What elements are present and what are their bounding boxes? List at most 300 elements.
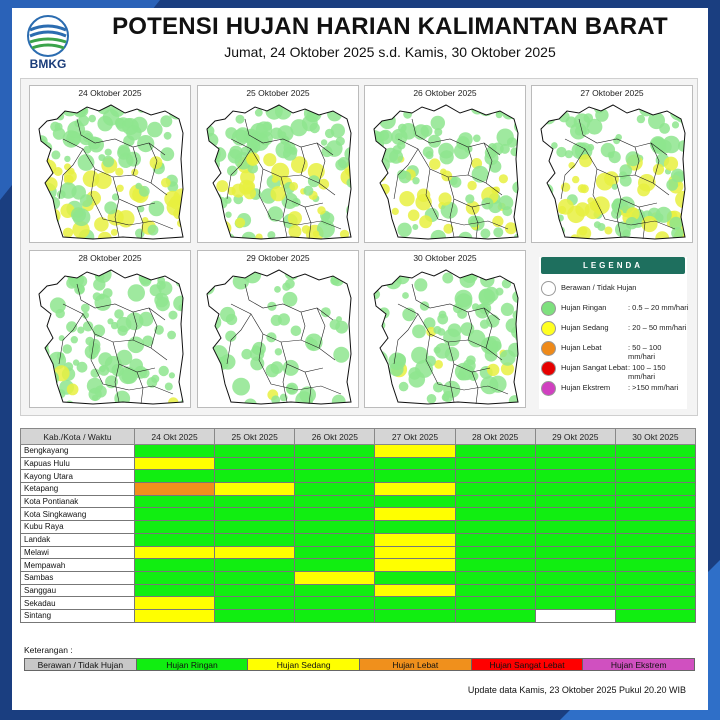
rain-patch — [285, 266, 300, 281]
map-date-label: 24 Oktober 2025 — [78, 88, 142, 98]
forecast-cell — [375, 445, 455, 458]
rain-patch — [431, 116, 445, 130]
rain-patch — [241, 349, 252, 360]
rain-patch — [500, 350, 516, 366]
rain-patch — [457, 309, 467, 319]
rain-patch — [515, 210, 522, 224]
page-subtitle: Jumat, 24 Oktober 2025 s.d. Kamis, 30 Oktober 2025 — [224, 44, 556, 60]
forecast-cell — [615, 559, 695, 572]
rain-patch — [40, 169, 49, 178]
rain-patch — [33, 229, 42, 241]
forecast-cell — [295, 495, 375, 508]
rain-patch — [465, 194, 474, 203]
update-timestamp: Update data Kamis, 23 Oktober 2025 Pukul 20.20 WIB — [467, 685, 686, 695]
forecast-cell — [295, 597, 375, 610]
bmkg-logo — [22, 14, 74, 74]
rain-map — [201, 99, 355, 240]
rain-patch — [419, 215, 432, 228]
rain-patch — [168, 397, 178, 405]
rain-patch — [438, 328, 446, 336]
rain-patch — [443, 329, 461, 347]
rain-patch — [669, 217, 682, 230]
rain-patch — [458, 232, 472, 240]
rain-patch — [33, 202, 40, 213]
forecast-cell — [375, 546, 455, 559]
rain-patch — [38, 400, 46, 405]
rain-patch — [556, 147, 566, 157]
rain-map — [33, 99, 187, 240]
rain-patch — [412, 177, 419, 184]
rain-patch — [492, 341, 502, 351]
column-header: 28 Okt 2025 — [455, 429, 535, 445]
rain-patch — [397, 223, 411, 237]
rain-patch — [161, 178, 171, 188]
region-name: Sintang — [21, 609, 135, 622]
rain-map — [33, 264, 187, 405]
table-row — [21, 483, 696, 496]
rain-patch — [479, 289, 494, 304]
forecast-cell — [615, 495, 695, 508]
forecast-cell — [375, 559, 455, 572]
legend-title: LEGENDA — [541, 257, 685, 274]
forecast-cell — [375, 521, 455, 534]
forecast-cell — [215, 559, 295, 572]
rain-patch — [94, 217, 109, 232]
rain-patch — [37, 207, 46, 216]
rain-patch — [450, 177, 461, 188]
map-date-label: 29 Oktober 2025 — [246, 253, 310, 263]
legend-item — [541, 361, 689, 381]
forecast-cell — [135, 584, 215, 597]
forecast-cell — [135, 457, 215, 470]
map-day-7 — [364, 250, 526, 408]
rain-patch — [232, 129, 248, 145]
rain-patch — [664, 157, 678, 171]
forecast-cell — [455, 584, 535, 597]
rain-patch — [290, 119, 307, 136]
rain-patch — [220, 307, 235, 322]
rain-patch — [67, 384, 79, 396]
legend-swatch — [541, 301, 556, 316]
rain-patch — [128, 284, 145, 301]
rain-patch — [69, 272, 84, 287]
rain-patch — [433, 382, 444, 393]
region-name: Melawi — [21, 546, 135, 559]
rain-patch — [88, 137, 101, 150]
rain-patch — [507, 137, 517, 147]
rain-patch — [169, 105, 179, 115]
rain-patch — [128, 337, 145, 354]
rain-patch — [89, 343, 101, 355]
rain-patch — [45, 392, 62, 405]
forecast-cell — [375, 508, 455, 521]
rain-patch — [289, 225, 302, 238]
map-date-label: 28 Oktober 2025 — [78, 253, 142, 263]
rain-patch — [387, 104, 394, 111]
forecast-cell — [535, 445, 615, 458]
forecast-cell — [455, 533, 535, 546]
rain-patch — [402, 292, 409, 299]
rain-patch — [499, 195, 514, 210]
rain-patch — [149, 201, 165, 217]
page-title: POTENSI HUJAN HARIAN KALIMANTAN BARAT — [112, 13, 668, 40]
rain-patch — [205, 314, 221, 330]
forecast-cell — [535, 584, 615, 597]
rain-patch — [283, 292, 298, 307]
rain-patch — [368, 201, 384, 217]
rain-patch — [77, 327, 84, 334]
legend-swatch — [541, 361, 556, 376]
forecast-cell — [215, 508, 295, 521]
rain-patch — [272, 176, 278, 182]
rain-patch — [368, 118, 374, 126]
forecast-cell — [295, 533, 375, 546]
rain-patch — [578, 184, 587, 193]
rain-patch — [429, 158, 440, 169]
rain-patch — [412, 224, 418, 230]
column-header: 26 Okt 2025 — [295, 429, 375, 445]
rain-patch — [225, 212, 231, 218]
rain-patch — [480, 376, 498, 394]
rain-patch — [656, 207, 672, 223]
rain-patch — [509, 395, 521, 405]
rain-map — [535, 99, 689, 240]
rain-patch — [164, 132, 172, 140]
rain-patch — [117, 326, 127, 336]
rain-patch — [594, 103, 604, 113]
legend-item — [541, 321, 689, 337]
map-day-4 — [531, 85, 693, 243]
rain-patch — [33, 388, 41, 398]
forecast-cell — [375, 457, 455, 470]
rain-patch — [268, 206, 283, 221]
rain-patch — [97, 101, 110, 114]
forecast-cell — [455, 457, 535, 470]
rain-patch — [201, 193, 208, 202]
rain-patch — [480, 229, 490, 239]
rain-patch — [333, 347, 349, 363]
forecast-cell — [135, 559, 215, 572]
forecast-cell — [615, 584, 695, 597]
rain-patch — [119, 367, 137, 385]
rain-patch — [114, 309, 124, 319]
rain-patch — [385, 231, 392, 238]
legend-label: Berawan / Tidak Hujan — [561, 283, 637, 292]
legend-swatch — [541, 321, 556, 336]
forecast-cell — [295, 559, 375, 572]
forecast-cell — [295, 445, 375, 458]
column-header: 25 Okt 2025 — [215, 429, 295, 445]
rain-patch — [92, 395, 98, 401]
rain-patch — [335, 321, 348, 334]
rain-patch — [271, 186, 286, 201]
forecast-cell — [135, 470, 215, 483]
region-name: Kota Singkawang — [21, 508, 135, 521]
forecast-cell — [215, 457, 295, 470]
forecast-cell — [535, 495, 615, 508]
region-name: Kayong Utara — [21, 470, 135, 483]
rain-patch — [33, 318, 48, 334]
map-date-label: 27 Oktober 2025 — [580, 88, 644, 98]
rain-patch — [250, 356, 264, 370]
rain-patch — [442, 273, 453, 284]
rain-patch — [47, 209, 61, 223]
rain-patch — [201, 297, 207, 305]
rain-patch — [535, 226, 541, 236]
rain-patch — [541, 194, 553, 206]
rain-patch — [55, 123, 63, 131]
region-name: Kubu Raya — [21, 521, 135, 534]
rain-patch — [201, 166, 207, 173]
legend-range: : >150 mm/hari — [628, 383, 679, 392]
rain-patch — [303, 186, 313, 196]
rain-patch — [173, 296, 187, 312]
forecast-cell — [135, 521, 215, 534]
rain-patch — [302, 225, 311, 234]
rain-patch — [78, 154, 95, 171]
rain-patch — [502, 106, 516, 120]
legend-item — [541, 381, 689, 397]
rain-patch — [308, 175, 320, 187]
keterangan-item: Hujan Ringan — [136, 658, 249, 671]
forecast-cell — [375, 597, 455, 610]
rain-patch — [440, 150, 454, 164]
rain-patch — [512, 291, 522, 304]
rain-patch — [167, 331, 176, 340]
legend-item — [541, 301, 689, 317]
forecast-cell — [375, 533, 455, 546]
forecast-cell — [295, 571, 375, 584]
rain-patch — [99, 366, 105, 372]
rain-patch — [33, 343, 42, 360]
map-date-label: 25 Oktober 2025 — [246, 88, 310, 98]
forecast-cell — [455, 597, 535, 610]
rain-patch — [572, 176, 579, 183]
forecast-cell — [135, 445, 215, 458]
rain-patch — [283, 147, 297, 161]
rain-patch — [160, 115, 172, 127]
legend-label: Hujan Sedang — [561, 323, 609, 332]
table-header-row — [21, 429, 696, 445]
legend-item — [541, 341, 689, 361]
rain-patch — [41, 160, 56, 175]
rain-patch — [63, 130, 80, 147]
forecast-cell — [135, 597, 215, 610]
table-row — [21, 470, 696, 483]
forecast-cell — [295, 457, 375, 470]
rain-patch — [373, 169, 387, 183]
forecast-cell — [615, 546, 695, 559]
forecast-cell — [375, 470, 455, 483]
map-day-5 — [29, 250, 191, 408]
rain-patch — [389, 150, 403, 164]
rain-patch — [210, 337, 217, 344]
rain-patch — [232, 378, 250, 396]
forecast-cell — [535, 521, 615, 534]
rain-patch — [135, 183, 142, 190]
keterangan-bar — [24, 658, 694, 671]
rain-patch — [126, 312, 144, 330]
region-name: Ketapang — [21, 483, 135, 496]
rain-patch — [201, 172, 214, 187]
rain-map — [368, 99, 522, 240]
rain-patch — [103, 156, 115, 168]
rain-patch — [496, 288, 504, 296]
rain-patch — [201, 166, 214, 182]
rain-patch — [592, 196, 610, 214]
rain-patch — [204, 194, 219, 209]
region-name: Bengkayang — [21, 445, 135, 458]
column-header: 29 Okt 2025 — [535, 429, 615, 445]
rain-patch — [480, 320, 489, 329]
rain-patch — [501, 303, 514, 316]
rain-patch — [61, 99, 79, 116]
forecast-cell — [455, 445, 535, 458]
rain-patch — [439, 311, 447, 319]
rain-patch — [666, 179, 678, 191]
rain-patch — [33, 318, 40, 330]
region-name: Kapuas Hulu — [21, 457, 135, 470]
forecast-cell — [215, 445, 295, 458]
rain-patch — [169, 311, 178, 320]
column-header: Kab./Kota / Waktu — [21, 429, 135, 445]
forecast-cell — [295, 584, 375, 597]
rain-patch — [37, 165, 45, 173]
rain-patch — [251, 133, 269, 151]
legend-label: Hujan Sangat Lebat — [561, 363, 628, 372]
rain-patch — [496, 112, 503, 119]
forecast-cell — [615, 508, 695, 521]
rain-patch — [546, 214, 554, 222]
rain-patch — [71, 185, 86, 200]
rain-patch — [535, 208, 539, 215]
rain-patch — [266, 332, 276, 342]
rain-patch — [201, 352, 206, 358]
region-name: Sanggau — [21, 584, 135, 597]
rain-patch — [111, 229, 118, 236]
forecast-cell — [455, 483, 535, 496]
rain-patch — [235, 218, 245, 228]
forecast-cell — [615, 533, 695, 546]
rain-patch — [252, 345, 261, 354]
rain-patch — [535, 222, 548, 236]
map-day-3 — [364, 85, 526, 243]
forecast-cell — [455, 571, 535, 584]
rain-patch — [492, 216, 503, 227]
rain-patch — [227, 166, 238, 177]
rain-patch — [342, 104, 352, 114]
rain-patch — [502, 279, 511, 288]
forecast-cell — [135, 533, 215, 546]
forecast-cell — [455, 546, 535, 559]
legend-range: : 50 – 100 mm/hari — [628, 343, 662, 361]
rain-patch — [611, 209, 621, 219]
rain-patch — [66, 321, 77, 332]
rain-patch — [105, 356, 122, 373]
forecast-cell — [295, 521, 375, 534]
table-row — [21, 559, 696, 572]
forecast-cell — [295, 546, 375, 559]
rain-patch — [678, 106, 688, 116]
forecast-cell — [215, 571, 295, 584]
rain-patch — [368, 118, 377, 131]
rain-patch — [209, 271, 217, 279]
rain-patch — [263, 153, 276, 166]
table-row — [21, 533, 696, 546]
legend-label: Hujan Lebat — [561, 343, 602, 352]
rain-patch — [93, 292, 102, 301]
forecast-cell — [535, 533, 615, 546]
rain-patch — [321, 139, 327, 145]
rain-patch — [541, 184, 554, 197]
rain-patch — [463, 359, 476, 372]
rain-patch — [473, 135, 481, 143]
rain-patch — [467, 181, 476, 190]
rain-patch — [278, 313, 290, 325]
rain-patch — [56, 309, 65, 318]
rain-patch — [487, 364, 499, 376]
table-row — [21, 609, 696, 622]
forecast-cell — [535, 470, 615, 483]
rain-patch — [379, 184, 390, 195]
map-date-label: 26 Oktober 2025 — [413, 88, 477, 98]
forecast-cell — [135, 609, 215, 622]
rain-patch — [247, 154, 258, 165]
rain-patch — [408, 210, 420, 222]
rain-patch — [493, 227, 503, 237]
table-body — [21, 445, 696, 623]
map-day-6 — [197, 250, 359, 408]
table-row — [21, 521, 696, 534]
rain-patch — [63, 228, 73, 238]
rain-patch — [71, 336, 78, 343]
forecast-cell — [535, 597, 615, 610]
forecast-cell — [375, 483, 455, 496]
map-legend — [539, 257, 687, 409]
forecast-cell — [135, 546, 215, 559]
map-panel — [20, 78, 698, 416]
forecast-cell — [295, 508, 375, 521]
rain-patch — [567, 206, 585, 224]
rain-patch — [91, 369, 100, 378]
forecast-cell — [455, 559, 535, 572]
rain-patch — [427, 394, 437, 404]
keterangan-item: Berawan / Tidak Hujan — [24, 658, 137, 671]
table-row — [21, 546, 696, 559]
rain-patch — [104, 201, 117, 214]
rain-patch — [271, 128, 283, 140]
legend-label: Hujan Ekstrem — [561, 383, 611, 392]
forecast-cell — [455, 609, 535, 622]
forecast-cell — [215, 597, 295, 610]
forecast-cell — [135, 508, 215, 521]
forecast-cell — [295, 483, 375, 496]
rain-patch — [160, 147, 174, 161]
legend-swatch — [541, 381, 556, 396]
rain-patch — [499, 174, 508, 183]
rain-patch — [107, 318, 113, 324]
keterangan-item: Hujan Ekstrem — [582, 658, 695, 671]
rain-patch — [41, 384, 49, 392]
forecast-cell — [215, 483, 295, 496]
forecast-cell — [215, 584, 295, 597]
rain-patch — [541, 100, 556, 115]
rain-patch — [214, 102, 227, 115]
table-row — [21, 584, 696, 597]
rain-patch — [291, 326, 302, 337]
forecast-cell — [535, 609, 615, 622]
rain-patch — [641, 216, 657, 232]
